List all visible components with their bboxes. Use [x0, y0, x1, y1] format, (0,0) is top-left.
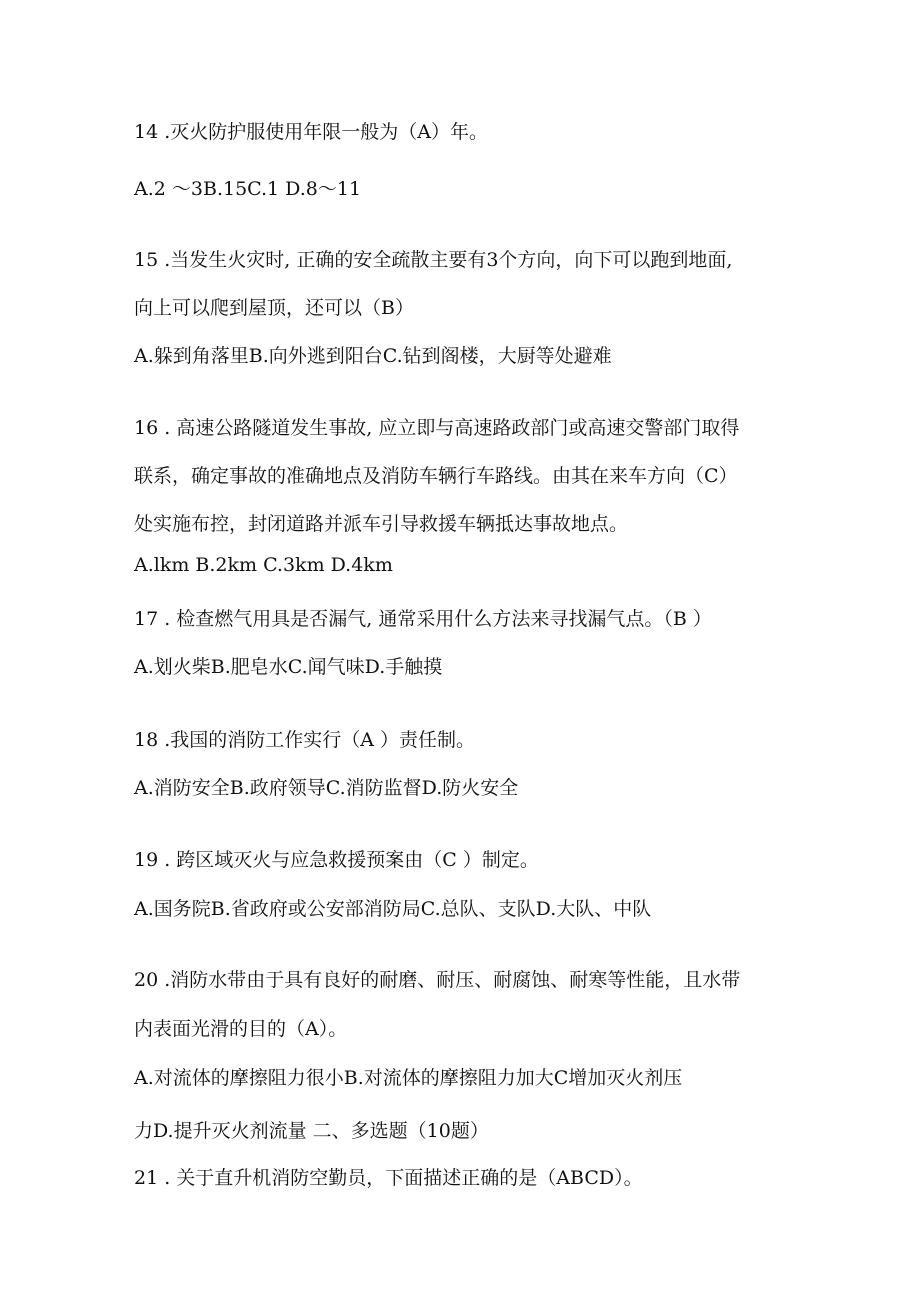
- question-18-text: 18 .我国的消防工作实行（A ）责任制。: [134, 729, 476, 751]
- question-20-text-line-2: 内表面光滑的目的（A）。: [134, 1018, 348, 1040]
- question-15-text-line-1: 15 .当发生火灾时, 正确的安全疏散主要有3个方向，向下可以跑到地面,: [134, 249, 733, 271]
- question-15-options: A.躲到角落里B.向外逃到阳台C.钻到阁楼，大厨等处避难: [134, 345, 612, 367]
- question-15-text-line-2: 向上可以爬到屋顶，还可以（B）: [134, 297, 414, 319]
- question-20-options-line-2-and-section-heading: 力D.提升灭火剂流量 二、多选题（10题）: [134, 1120, 489, 1142]
- question-17-options: A.划火柴B.肥皂水C.闻气味D.手触摸: [134, 656, 443, 678]
- question-17-text: 17 . 检查燃气用具是否漏气, 通常采用什么方法来寻找漏气点。（B ）: [134, 608, 712, 630]
- question-16-text-line-1: 16 . 高速公路隧道发生事故, 应立即与高速路政部门或高速交警部门取得: [134, 417, 740, 439]
- question-16-text-line-2: 联系，确定事故的准确地点及消防车辆行车路线。由其在来车方向（C）: [134, 465, 738, 487]
- question-18-options: A.消防安全B.政府领导C.消防监督D.防火安全: [134, 777, 519, 799]
- question-19-options: A.国务院B.省政府或公安部消防局C.总队、支队D.大队、中队: [134, 898, 652, 920]
- question-21-text: 21 . 关于直升机消防空勤员，下面描述正确的是（ABCD）。: [134, 1167, 643, 1189]
- question-20-options-line-1: A.对流体的摩擦阻力很小B.对流体的摩擦阻力加大C增加灭火剂压: [134, 1067, 683, 1089]
- question-19-text: 19 . 跨区域灭火与应急救援预案由（C ）制定。: [134, 849, 539, 871]
- question-14-options: A.2 ～3B.15C.1 D.8～11: [134, 178, 362, 200]
- question-20-text-line-1: 20 .消防水带由于具有良好的耐磨、耐压、耐腐蚀、耐寒等性能，且水带: [134, 969, 741, 991]
- question-16-options: A.lkm B.2km C.3km D.4km: [134, 554, 393, 576]
- question-14-text: 14 .灭火防护服使用年限一般为（A）年。: [134, 121, 488, 143]
- question-16-text-line-3: 处实施布控，封闭道路并派车引导救援车辆抵达事故地点。: [134, 513, 629, 535]
